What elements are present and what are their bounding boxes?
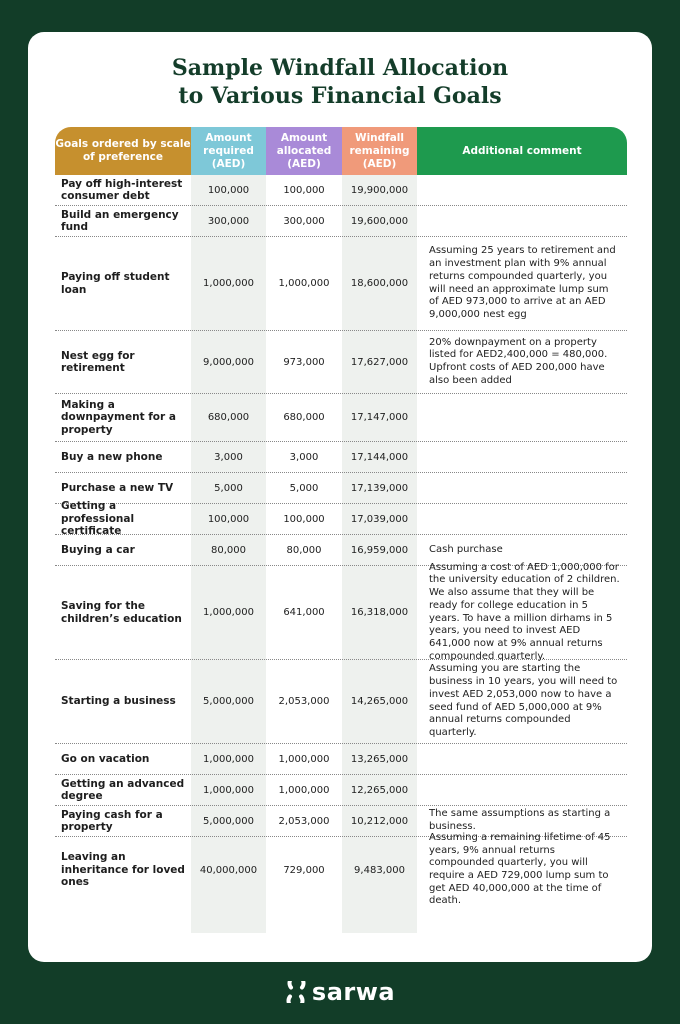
amount-required-cell: 1,000,000	[203, 278, 254, 289]
amount-required-cell: 5,000,000	[203, 696, 254, 707]
windfall-remaining-cell: 16,959,000	[350, 544, 409, 556]
header-windfall-remaining: Windfall remaining (AED)	[342, 127, 417, 175]
header-amount-required: Amount required (AED)	[191, 127, 266, 175]
windfall-remaining-cell: 13,265,000	[350, 753, 409, 765]
table-row	[55, 744, 627, 775]
goal-cell: Nest egg for retirement	[61, 349, 135, 374]
windfall-remaining-cell: 17,627,000	[350, 356, 409, 368]
goal-cell: Making a downpayment for a property	[61, 398, 176, 436]
amount-allocated-cell: 100,000	[283, 513, 325, 525]
table-row	[55, 500, 627, 538]
amount-allocated-cell: 641,000	[283, 607, 325, 618]
goal-cell: Pay off high-interest consumer debt	[61, 177, 183, 202]
goal-cell: Paying cash for a property	[61, 808, 163, 833]
comment-cell: 20% downpayment on a property listed for AED2,400,000 = 480,000. Upfront costs of AED 200,000 have also been added	[429, 336, 608, 386]
windfall-remaining-cell: 9,483,000	[354, 864, 405, 876]
windfall-remaining-cell: 19,900,000	[350, 184, 409, 196]
comment-cell: Assuming you are starting the business in 10 years, you will need to invest AED 2,053,000 now to have a seed fund of AED 5,000,000 at 9% annual returns compounded quarterly.	[429, 663, 618, 738]
table-row	[55, 660, 627, 744]
amount-required-cell: 5,000,000	[203, 815, 254, 827]
table-row	[55, 394, 627, 442]
windfall-remaining-cell: 16,318,000	[350, 607, 409, 618]
windfall-remaining-cell: 17,144,000	[350, 451, 409, 463]
amount-allocated-cell: 2,053,000	[278, 696, 330, 707]
amount-allocated-cell: 2,053,000	[278, 815, 330, 827]
amount-allocated-cell: 1,000,000	[278, 278, 330, 289]
amount-required-cell: 5,000	[214, 482, 243, 494]
amount-allocated-cell: 1,000,000	[278, 784, 330, 796]
table-row	[55, 775, 627, 806]
windfall-remaining-cell: 17,039,000	[350, 513, 409, 525]
amount-allocated-cell: 1,000,000	[278, 753, 330, 765]
comment-cell: Assuming a cost of AED 1,000,000 for the university education of 2 children. We also assume that they will be ready for college education in 5 years. To have a million dirhams in 5 years, you need to invest AED 641,000 now at 9% annual returns compounded quarterly.	[429, 561, 620, 662]
comment-cell: The same assumptions as starting a business.	[429, 808, 611, 832]
windfall-remaining-cell: 18,600,000	[350, 278, 409, 289]
goal-cell: Build an emergency fund	[61, 208, 179, 233]
goal-cell: Getting an advanced degree	[61, 777, 185, 802]
header-additional-comment: Additional comment	[417, 127, 627, 175]
table-row	[55, 561, 627, 662]
windfall-remaining-cell: 14,265,000	[350, 696, 409, 707]
table-row	[55, 442, 627, 473]
brand-logo	[0, 978, 680, 1006]
page-title	[28, 54, 652, 110]
amount-required-cell: 1,000,000	[203, 784, 254, 796]
goal-cell: Getting a professional certificate	[61, 500, 135, 538]
amount-required-cell: 100,000	[207, 513, 250, 525]
comment-cell: Cash purchase	[429, 543, 503, 555]
table-row	[55, 237, 627, 331]
table-row	[55, 831, 627, 907]
title-line-2: to Various Financial Goals	[178, 83, 502, 109]
amount-required-cell: 680,000	[207, 412, 250, 423]
windfall-remaining-cell: 10,212,000	[350, 815, 409, 827]
title-line-1: Sample Windfall Allocation	[171, 55, 509, 81]
goal-cell: Purchase a new TV	[61, 481, 174, 494]
header-amount-allocated: Amount allocated (AED)	[266, 127, 342, 175]
amount-allocated-cell: 729,000	[283, 864, 325, 876]
amount-required-cell: 3,000	[214, 451, 243, 463]
windfall-remaining-cell: 17,147,000	[350, 412, 409, 423]
windfall-remaining-cell: 19,600,000	[350, 215, 409, 227]
goal-cell: Buy a new phone	[61, 450, 163, 463]
amount-required-cell: 300,000	[207, 215, 250, 227]
allocation-table	[55, 175, 627, 907]
header-goal: Goals ordered by scale of preference	[55, 127, 191, 175]
amount-required-cell: 1,000,000	[203, 607, 254, 618]
amount-allocated-cell: 973,000	[283, 356, 325, 368]
amount-allocated-cell: 80,000	[286, 544, 322, 556]
windfall-remaining-cell: 12,265,000	[350, 784, 409, 796]
sarwa-logo-icon	[285, 981, 307, 1003]
amount-allocated-cell: 680,000	[283, 412, 325, 423]
amount-allocated-cell: 3,000	[289, 451, 319, 463]
comment-cell: Assuming 25 years to retirement and an investment plan with 9% annual returns compounded quarterly, you will need an approximate lump sum of AED 973,000 to arrive at an AED 9,000,000 nest egg	[429, 245, 616, 320]
goal-cell: Starting a business	[61, 695, 176, 708]
amount-allocated-cell: 5,000	[289, 482, 319, 494]
goal-cell: Saving for the children’s education	[61, 600, 182, 625]
amount-required-cell: 100,000	[207, 184, 250, 196]
comment-cell: Assuming a remaining lifetime of 45 years, 9% annual returns compounded quarterly, you will require a AED 729,000 lump sum to get AED 40,000,000 at the time of death.	[429, 831, 611, 907]
amount-allocated-cell: 300,000	[283, 215, 325, 227]
goal-cell: Paying off student loan	[61, 271, 170, 296]
windfall-remaining-cell: 17,139,000	[350, 482, 409, 494]
brand-name: sarwa	[311, 978, 396, 1006]
goal-cell: Leaving an inheritance for loved ones	[61, 851, 185, 889]
amount-required-cell: 9,000,000	[203, 356, 254, 368]
goal-cell: Buying a car	[61, 543, 135, 556]
table-row	[55, 175, 627, 206]
table-row	[55, 206, 627, 237]
amount-required-cell: 40,000,000	[199, 864, 258, 876]
amount-allocated-cell: 100,000	[283, 184, 325, 196]
info-card	[28, 32, 652, 962]
amount-required-cell: 1,000,000	[203, 753, 254, 765]
table-row	[55, 331, 627, 394]
goal-cell: Go on vacation	[61, 752, 150, 765]
amount-required-cell: 80,000	[211, 544, 246, 556]
